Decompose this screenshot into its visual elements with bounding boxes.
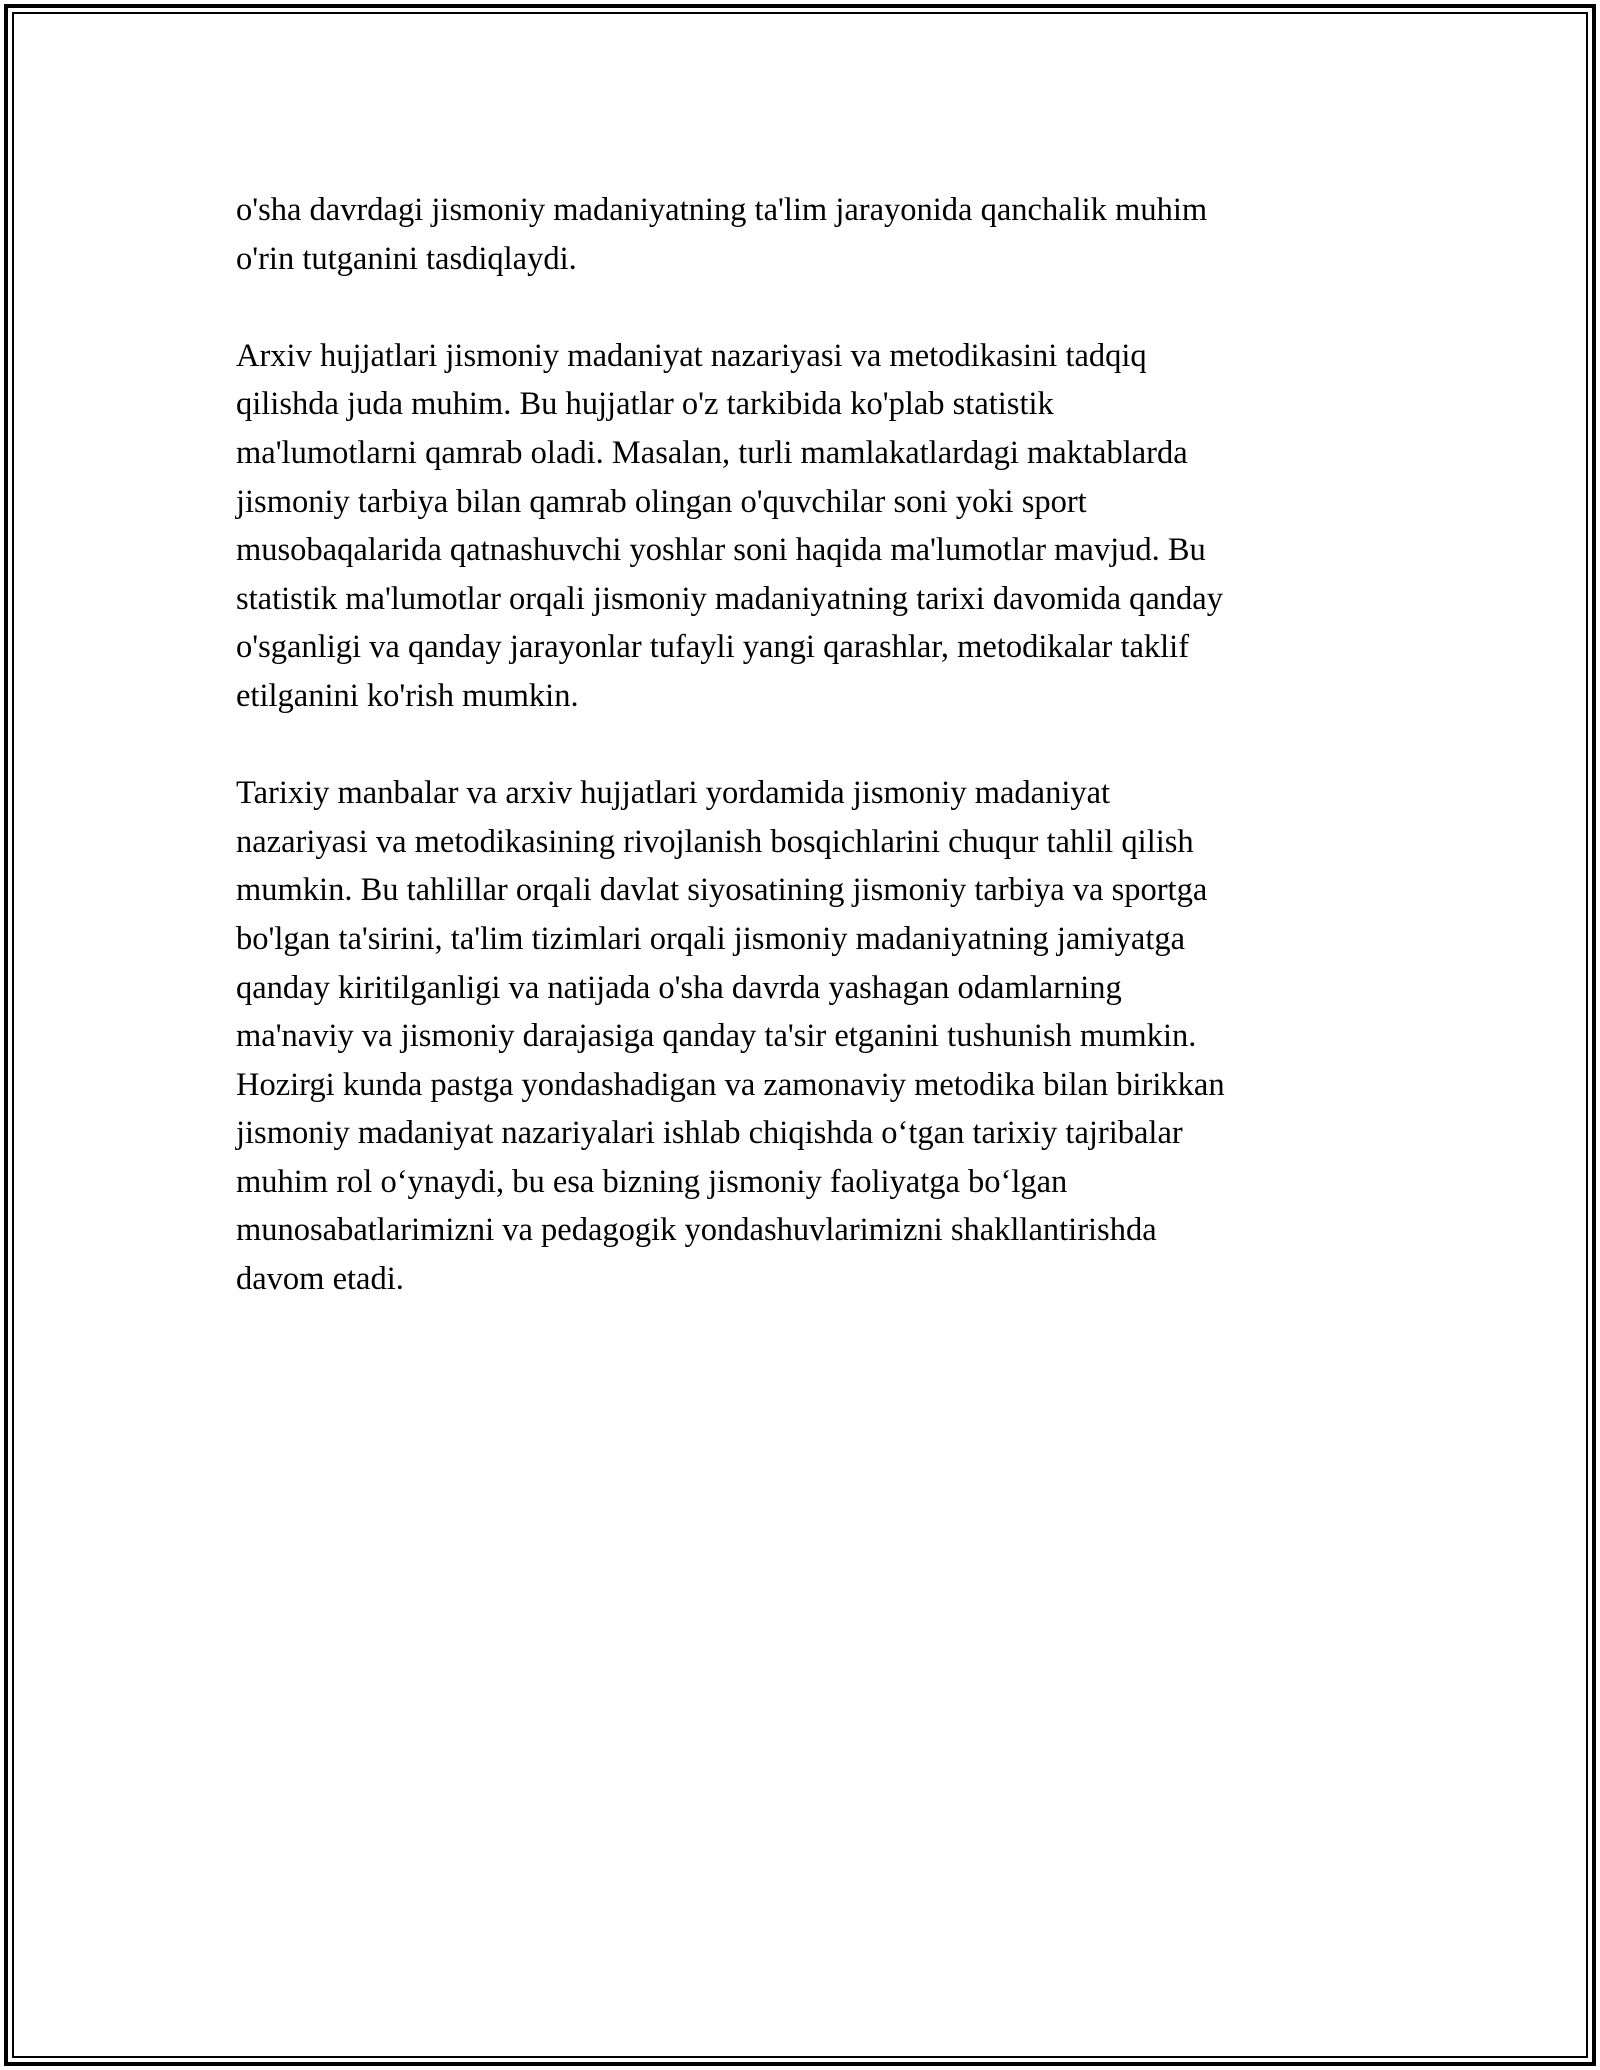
paragraph-1: o'sha davrdagi jismoniy madaniyatning ta'lim jarayonida qanchalik muhim o'rin tutganini tasdiqlaydi. [236, 192, 1208, 277]
paragraph-2: Arxiv hujjatlari jismoniy madaniyat nazariyasi va metodikasini tadqiq qilishda juda muhim. Bu hujjatlar o'z tarkibida ko'plab statistik ma'lumotlarni qamrab oladi. Masalan, turli mamlakatlardagi maktablarda jismoniy tarbiya bilan qamrab olingan o'quvchilar soni yoki sport musobaqalarida qatnashuvchi yoshlar soni haqida ma'lumotlar mavjud. Bu statistik ma'lumotlar orqali jismoniy madaniyatning tarixi davomida qanday o'sganligi va qanday jarayonlar tufayli yangi qarashlar, metodikalar taklif etilganini ko'rish mumkin. [236, 337, 1223, 714]
document-body [236, 186, 1366, 1352]
paragraph-3: Tarixiy manbalar va arxiv hujjatlari yordamida jismoniy madaniyat nazariyasi va metodikasining rivojlanish bosqichlarini chuqur tahlil qilish mumkin. Bu tahlillar orqali davlat siyosatining jismoniy tarbiya va sportga bo'lgan ta'sirini, ta'lim tizimlari orqali jismoniy madaniyatning jamiyatga qanday kiritilganligi va natijada o'sha davrda yashagan odamlarning ma'naviy va jismoniy darajasiga qanday ta'sir etganini tushunish mumkin. Hozirgi kunda pastga yondashadigan va zamonaviy metodika bilan birikkan jismoniy madaniyat nazariyalari ishlab chiqishda o‘tgan tarixiy tajribalar muhim rol o‘ynaydi, bu esa bizning jismoniy faoliyatga bo‘lgan munosabatlarimizni va pedagogik yondashuvlarimizni shakllantirishda davom etadi. [236, 775, 1225, 1298]
